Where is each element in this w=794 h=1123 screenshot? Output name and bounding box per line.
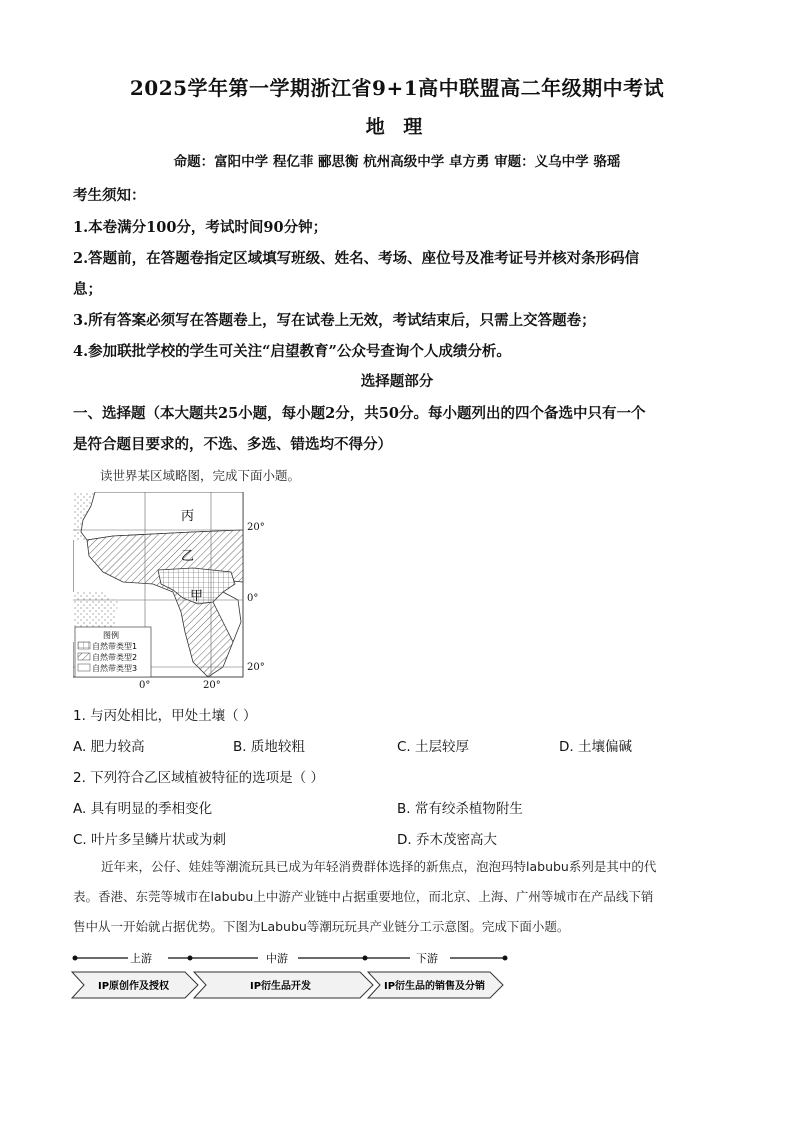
q2-option-b[interactable]: B. 常有绞杀植物附生 (397, 801, 523, 817)
paragraph-line: 近年来，公仔、娃娃等潮流玩具已成为年轻消费群体选择的新焦点，泡泡玛特labubu系列是其中的代 (101, 859, 657, 874)
notice-item: 1.本卷满分100分，考试时间90分钟； (73, 219, 328, 236)
exam-subject: 地 理 (365, 116, 429, 138)
group2-paragraph (73, 852, 723, 942)
notice-item: 息； (73, 281, 102, 298)
legend-item-1: 自然带类型1 (92, 642, 138, 651)
paragraph-line: 售中从一开始就占据优势。下图为Labubu等潮玩玩具产业链分工示意图。完成下面小题。 (73, 919, 570, 934)
timeline-dot (73, 956, 78, 961)
notice-heading: 考生须知： (73, 187, 146, 204)
lat-label-20n: 20° (247, 522, 265, 533)
notice-item: 2.答题前，在答题卷指定区域填写班级、姓名、考场、座位号及准考证号并核对条形码信 (73, 250, 640, 267)
q1-option-a[interactable]: A. 肥力较高 (73, 739, 145, 755)
chain-step-2-label: IP衍生品开发 (250, 981, 312, 992)
region-map (73, 492, 265, 691)
stage-downstream: 下游 (416, 952, 438, 965)
group1-intro: 读世界某区域略图，完成下面小题。 (100, 468, 301, 483)
notice-item: 4.参加联批学校的学生可关注“启望教育”公众号查询个人成绩分析。 (73, 343, 511, 360)
q1-option-b[interactable]: B. 质地较粗 (233, 739, 305, 755)
lon-label-0: 0° (139, 680, 151, 691)
q2-option-a[interactable]: A. 具有明显的季相变化 (73, 801, 213, 817)
timeline-dot (188, 956, 193, 961)
section-heading: 一、选择题（本大题共25小题，每小题2分，共50分。每小题列出的四个备选中只有一个 (73, 405, 646, 422)
q2-option-d[interactable]: D. 乔木茂密高大 (397, 832, 497, 848)
label-jia: 甲 (190, 589, 204, 604)
exam-title: 2025学年第一学期浙江省9+1高中联盟高二年级期中考试 (129, 76, 665, 100)
chain-step-1-label: IP原创作及授权 (98, 981, 170, 992)
section-heading-cont: 是符合题目要求的，不选、多选、错选均不得分） (73, 436, 392, 453)
exam-authors: 命题：富阳中学 程亿菲 郦思衡 杭州高级中学 卓方勇 审题：义乌中学 骆瑶 (173, 154, 621, 170)
legend-item-3: 自然带类型3 (92, 664, 138, 673)
timeline-dot (363, 956, 368, 961)
notice-item: 3.所有答案必须写在答题卷上，写在试卷上无效，考试结束后，只需上交答题卷； (73, 312, 596, 329)
stage-midstream: 中游 (266, 952, 288, 965)
part-title: 选择题部分 (360, 373, 434, 390)
timeline-dot (503, 956, 508, 961)
legend-title: 图例 (103, 631, 119, 640)
q1-option-c[interactable]: C. 土层较厚 (397, 739, 470, 755)
q1-option-d[interactable]: D. 土壤偏碱 (559, 739, 632, 755)
q2-option-c[interactable]: C. 叶片多呈鳞片状或为刺 (73, 832, 227, 848)
question-1-stem: 1. 与丙处相比，甲处土壤（ ） (73, 708, 257, 724)
label-bing: 丙 (181, 509, 195, 524)
industry-chain-diagram (70, 950, 510, 1004)
question-2-stem: 2. 下列符合乙区域植被特征的选项是（ ） (73, 770, 324, 786)
paragraph-line: 表。香港、东莞等城市在labubu上中游产业链中占据重要地位，而北京、上海、广州等城市在产品线下销 (73, 889, 654, 904)
lat-label-0: 0° (247, 593, 259, 604)
lon-label-20: 20° (203, 680, 221, 691)
stage-upstream: 上游 (130, 952, 152, 965)
label-yi: 乙 (181, 549, 195, 564)
lat-label-20s: 20° (247, 662, 265, 673)
legend-item-2: 自然带类型2 (92, 653, 138, 662)
chain-step-3-label: IP衍生品的销售及分销 (384, 981, 486, 992)
